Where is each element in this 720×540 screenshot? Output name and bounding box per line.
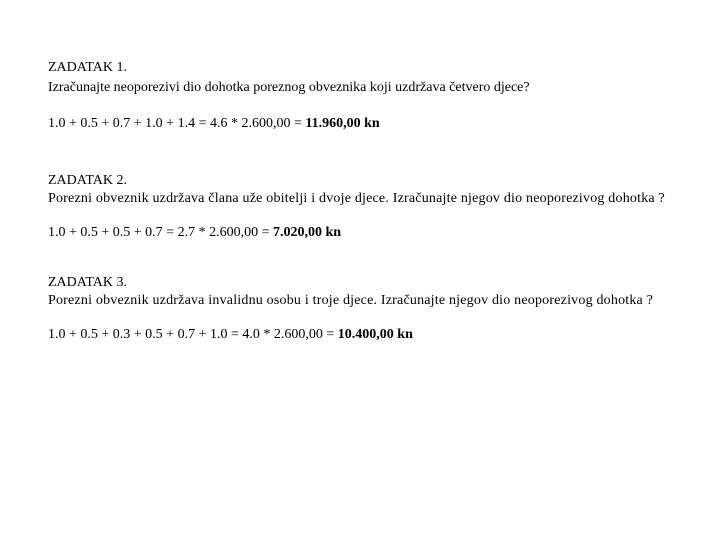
task-question: Porezni obveznik uzdržava člana uže obitelji i dvoje djece. Izračunajte njegov dio neoporezivog dohotka ?: [48, 191, 665, 206]
slide-content: [48, 58, 678, 344]
task-calculation: [48, 223, 678, 242]
task-3: [48, 273, 678, 344]
calculation-result: 7.020,00 kn: [272, 225, 342, 240]
calculation-expression: 1.0 + 0.5 + 0.5 + 0.7 = 2.7 * 2.600,00 =: [48, 225, 273, 240]
task-title: ZADATAK 1.: [48, 60, 127, 75]
calculation-expression: 1.0 + 0.5 + 0.3 + 0.5 + 0.7 + 1.0 = 4.0 * 2.600,00 =: [48, 327, 338, 342]
calculation-result: 10.400,00 kn: [337, 327, 413, 342]
task-calculation: [48, 114, 678, 133]
task-title: ZADATAK 2.: [48, 173, 127, 188]
task-title: ZADATAK 3.: [48, 275, 127, 290]
calculation-result: 11.960,00 kn: [305, 116, 380, 131]
calculation-expression: 1.0 + 0.5 + 0.7 + 1.0 + 1.4 = 4.6 * 2.600,00 =: [48, 116, 306, 131]
task-question: Izračunajte neoporezivi dio dohotka poreznog obveznika koji uzdržava četvero djece?: [48, 80, 530, 95]
task-2: [48, 171, 678, 242]
task-1: [48, 58, 678, 133]
task-calculation: [48, 325, 678, 344]
task-question: Porezni obveznik uzdržava invalidnu osobu i troje djece. Izračunajte njegov dio neoporezivog dohotka ?: [48, 293, 654, 308]
